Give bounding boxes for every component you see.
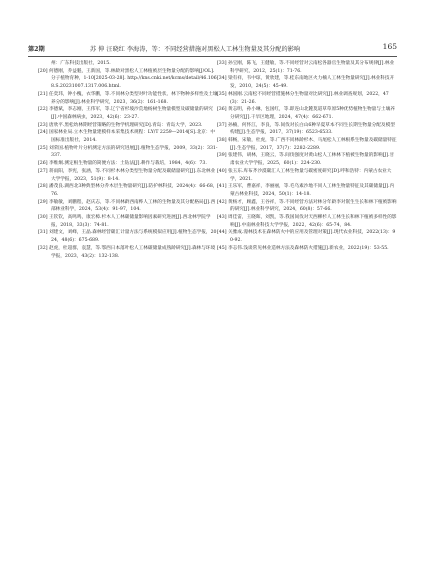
reference-entry: [44] 关雅成.漫林技术在森林防火中的应用及管理对策[J].现代农业科技，2022(13)：90-92. bbox=[217, 230, 396, 244]
reference-entry: 州：广东科技出版社，2015. bbox=[51, 61, 111, 66]
reference-entry: [32] 赵虎，杜超群，袁慧，等.鄂西日本落叶松人工林碳储量成熟龄研究[J].森林与环境学报，2023，43(2)：132-138. bbox=[38, 245, 216, 259]
reference-entry: [21] 任奕玮，钟小槐，衣华鹏，等.不同林分类型对叶功能性状、林下物种多样性及土壤养分的影响[J].林业科学研究，2023，36(2)：161-168. bbox=[38, 91, 218, 105]
reference-entry: [37] 孙楠，何怀江，李良，等.间伐对长白山6种早夏草本不同生长期生物量分配及模型构建[J].生态学报，2017，37(19)：6523-6533. bbox=[217, 122, 395, 136]
reference-entry: [45] 李志伟.浅谈常见林业造林方法及森林防火措施[J].新农业，2022(19)：53-55. bbox=[217, 245, 389, 251]
reference-entry: [22] 李德斌，李志刚，王伟军，等.辽宁省杉坡沙荒地杨树生物量模型及碳储量的研究[J].中国森林病虫，2023，42(6)：23-27. bbox=[38, 107, 213, 120]
page-number: 165 bbox=[382, 42, 397, 51]
reference-entry: [29] 李敏敏，刘鹏程，赵庆志，等.不同林龄西南桦人工林的生物量及其分配格局[J].西部林业科学，2024，53(4)：91-97，104. bbox=[38, 199, 216, 213]
reference-entry: [38] 韩畅，宋敏，杜虎，等.广西不同林龄杉木、马尾松人工林根系生物量及碳储量特征[J].生态学报，2017，37(7)：2282-2289. bbox=[217, 138, 397, 151]
reference-entry: [39] 张建伟，胡林，王晓云，等.间伐强度对黄山松人工林林下植被生物量的影响[J].甘肃农业大学学报，2025，60(1)：224-230. bbox=[217, 153, 395, 167]
reference-entry: [42] 黄杨才，顾鑫，王谷祥，等.不同经营方法对林分年龄李对嵌生生长和林下植被影响的研究[J].林业科学研究，2024，60(8)：57-66. bbox=[217, 199, 397, 213]
reference-entry: [30] 王钦钦，高鸣鸣，康宏樟.杉木人工林碳储量影响因素研究进展[J].西北林学院学报，2018，33(3)：74-81. bbox=[38, 215, 211, 228]
reference-entry: [43] 周佳雷，王晓晖，刘凯，等.我国间伐对天西柳杉人工林生长和林下植被多样性的影响[J].中南林业科技大学学报，2022，42(6)：65-74，84. bbox=[217, 215, 397, 228]
reference-entry: [27] 蒋雨阳，李宪，张涵，等.不同杉木林分类型生物量分配及碳储量研究[J].东北林业大学学报，2023，51(9)：8-14. bbox=[38, 168, 216, 182]
reference-entry: [34] 梁有祥，韦中琼，黄欣建，等.桂东南地区火力楠人工林生物量研究[J].林业科技开发，2010，24(5)：45-49. bbox=[217, 76, 395, 90]
reference-entry: [40] 张玉东.库布齐沙漠碳汇人工林生物量与碳密度研究[D].呼和浩特：内蒙古农业大学，2021. bbox=[217, 168, 392, 182]
references-right-column bbox=[217, 60, 397, 253]
reference-entry: [20] 何德刚，乔益魁，王新国，等.林龄对黑松人工林植被层生物量分配的影响[J/OL].分子植物育种，1-10[2025-03-28]. http://kns.cnki.net/kcms/detail/46.1068.S.20231007.1317.006.html. bbox=[38, 68, 217, 90]
reference-entry: [31] 刘建文，刘峰，王晶.森林经营碳汇计量方法与系统模拟应用[J].植物生态学报，2024，48(6)：675-689. bbox=[38, 230, 217, 244]
reference-entry: [36] 黄志明，孙小琳，包国红，等.即连山北麓莫道草草原5种优势植物生物量与土壤养分研究[J].干旱区地理，2024，47(4)：662-671. bbox=[217, 107, 395, 120]
reference-entry: [23] 唐欣平.黑松幼林期经营策略的生物学机理研究[D].青岛：青岛大学，2023. bbox=[38, 122, 203, 128]
reference-entry: [33] 孙宝刚，陈飞，王健敏，等.不同经营对云南松各器官生物量及其分布规律[J].林业科学研究，2012，25(1)：71-76. bbox=[217, 61, 395, 74]
reference-entry: [25] 刘荣国.植物叶片分析测定方法的研究进展[J].植物生态学报，2009，33(2)：331-337. bbox=[38, 145, 218, 159]
issue-number: 第2期 bbox=[28, 46, 45, 53]
reference-entry: [24] 国家林业局.立木生物量建模样本采集技术规程：LY/T 2259—2014[S].北京：中国标准出版社，2014. bbox=[38, 130, 216, 144]
reference-entry: [35] 林国刚.云南松不同经营措施林分生物量对比研究[J].林业调查规划，2022，47(3)：21-26. bbox=[217, 91, 389, 105]
running-header bbox=[28, 40, 397, 57]
running-title: 苏 伸 汪晓红 李海涛，等：不同经营措施对黑松人工林生物量及其分配的影响 bbox=[90, 46, 301, 53]
reference-entry: [26] 李维炯.测定根生物量的简便方法：土钻法[J].耕作与栽培，1984，4(6)：73. bbox=[38, 161, 207, 167]
references-left-column bbox=[38, 60, 218, 260]
reference-entry: [28] 潘茂良.湖西北3种典型林分乔木层生物量研究[J].防护林科技，2024(4)：66-68，76. bbox=[38, 184, 218, 197]
reference-entry: [41] 王乐军，曹嘉祥，李丽丽，等.毛乌素沙地不同人工林生物量特征及其碳储量[J].内蒙古林业科技，2024，50(1)：14-18. bbox=[217, 184, 395, 197]
